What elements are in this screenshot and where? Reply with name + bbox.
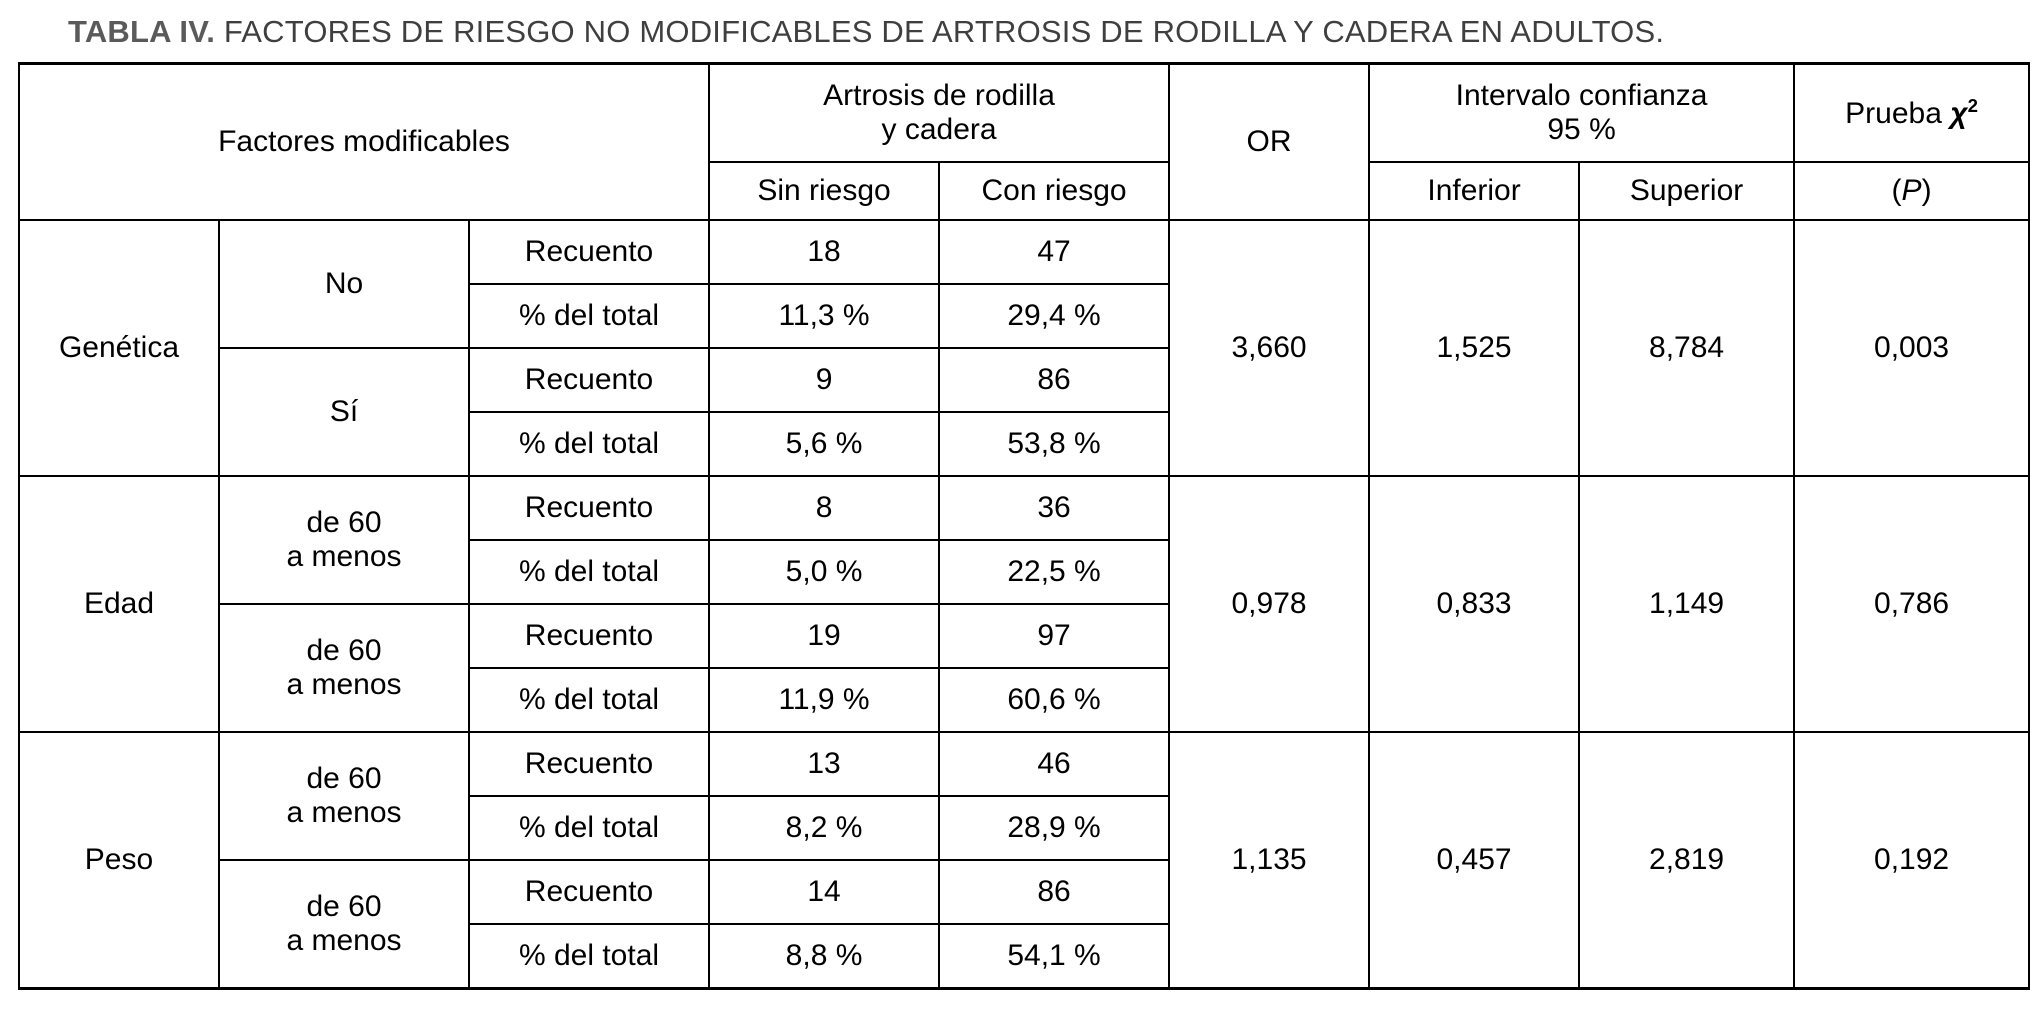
group-label-edad: Edad	[19, 476, 219, 732]
value-p: 0,003	[1794, 220, 2029, 476]
metric-label: % del total	[469, 796, 709, 860]
header-row-1	[19, 64, 2029, 163]
header-or: OR	[1169, 64, 1369, 221]
table-caption	[68, 14, 2029, 50]
value-con-riesgo: 28,9 %	[939, 796, 1169, 860]
table-caption-text: FACTORES DE RIESGO NO MODIFICABLES DE ARTROSIS DE RODILLA Y CADERA EN ADULTOS.	[215, 14, 1665, 49]
header-factores-modificables: Factores modificables	[19, 64, 709, 221]
value-sin-riesgo: 13	[709, 732, 939, 796]
value-con-riesgo: 46	[939, 732, 1169, 796]
metric-label: % del total	[469, 668, 709, 732]
metric-label: % del total	[469, 924, 709, 989]
subgroup-label-line1: de 60	[306, 889, 382, 923]
header-p-value: (P)	[1794, 162, 2029, 220]
value-con-riesgo: 53,8 %	[939, 412, 1169, 476]
subgroup-label	[219, 476, 469, 604]
metric-label: % del total	[469, 284, 709, 348]
value-or: 1,135	[1169, 732, 1369, 989]
value-sin-riesgo: 5,0 %	[709, 540, 939, 604]
value-con-riesgo: 36	[939, 476, 1169, 540]
value-sin-riesgo: 11,9 %	[709, 668, 939, 732]
subgroup-label-line1: de 60	[306, 633, 382, 667]
value-sin-riesgo: 5,6 %	[709, 412, 939, 476]
subgroup-label-line1: de 60	[306, 761, 382, 795]
subgroup-label-line1: de 60	[306, 505, 382, 539]
value-or: 3,660	[1169, 220, 1369, 476]
value-inferior: 0,833	[1369, 476, 1579, 732]
subgroup-label: Sí	[219, 348, 469, 476]
header-superior: Superior	[1579, 162, 1794, 220]
header-sin-riesgo: Sin riesgo	[709, 162, 939, 220]
header-intervalo-confianza	[1369, 64, 1794, 163]
chi-square-icon: $\chi^2$	[1950, 94, 1978, 130]
value-sin-riesgo: 9	[709, 348, 939, 412]
table-row	[19, 732, 2029, 796]
subgroup-label-line2: a menos	[286, 668, 402, 701]
subgroup-label	[219, 604, 469, 732]
metric-label: Recuento	[469, 732, 709, 796]
value-sin-riesgo: 8,8 %	[709, 924, 939, 989]
value-p: 0,192	[1794, 732, 2029, 989]
value-inferior: 1,525	[1369, 220, 1579, 476]
header-artrosis	[709, 64, 1169, 163]
value-con-riesgo: 22,5 %	[939, 540, 1169, 604]
header-ic-line2: 95 %	[1547, 113, 1616, 146]
value-superior: 8,784	[1579, 220, 1794, 476]
table-body	[19, 220, 2029, 989]
value-con-riesgo: 54,1 %	[939, 924, 1169, 989]
header-prueba-chi	[1794, 64, 2029, 163]
value-sin-riesgo: 11,3 %	[709, 284, 939, 348]
value-con-riesgo: 86	[939, 860, 1169, 924]
header-artrosis-line2: y cadera	[881, 113, 997, 146]
value-sin-riesgo: 14	[709, 860, 939, 924]
metric-label: Recuento	[469, 476, 709, 540]
value-con-riesgo: 47	[939, 220, 1169, 284]
table-caption-label: TABLA IV.	[68, 14, 216, 49]
header-prueba-label: Prueba	[1845, 96, 1942, 130]
metric-label: Recuento	[469, 860, 709, 924]
value-con-riesgo: 29,4 %	[939, 284, 1169, 348]
value-or: 0,978	[1169, 476, 1369, 732]
value-superior: 2,819	[1579, 732, 1794, 989]
value-sin-riesgo: 18	[709, 220, 939, 284]
risk-factors-table	[18, 62, 2030, 990]
subgroup-label: No	[219, 220, 469, 348]
subgroup-label	[219, 732, 469, 860]
group-label-peso: Peso	[19, 732, 219, 989]
header-inferior: Inferior	[1369, 162, 1579, 220]
metric-label: % del total	[469, 412, 709, 476]
header-artrosis-line1: Artrosis de rodilla	[823, 79, 1055, 113]
value-con-riesgo: 97	[939, 604, 1169, 668]
metric-label: Recuento	[469, 604, 709, 668]
value-inferior: 0,457	[1369, 732, 1579, 989]
group-label-genetica: Genética	[19, 220, 219, 476]
metric-label: Recuento	[469, 220, 709, 284]
value-superior: 1,149	[1579, 476, 1794, 732]
value-sin-riesgo: 19	[709, 604, 939, 668]
header-con-riesgo: Con riesgo	[939, 162, 1169, 220]
value-con-riesgo: 60,6 %	[939, 668, 1169, 732]
table-row	[19, 220, 2029, 284]
value-sin-riesgo: 8,2 %	[709, 796, 939, 860]
table-row	[19, 476, 2029, 540]
subgroup-label-line2: a menos	[286, 540, 402, 573]
value-con-riesgo: 86	[939, 348, 1169, 412]
subgroup-label-line2: a menos	[286, 924, 402, 957]
header-ic-line1: Intervalo confianza	[1455, 79, 1708, 113]
subgroup-label	[219, 860, 469, 989]
subgroup-label-line2: a menos	[286, 796, 402, 829]
value-sin-riesgo: 8	[709, 476, 939, 540]
header-p-letter: P	[1901, 174, 1922, 208]
value-p: 0,786	[1794, 476, 2029, 732]
metric-label: Recuento	[469, 348, 709, 412]
metric-label: % del total	[469, 540, 709, 604]
table-head	[19, 64, 2029, 221]
